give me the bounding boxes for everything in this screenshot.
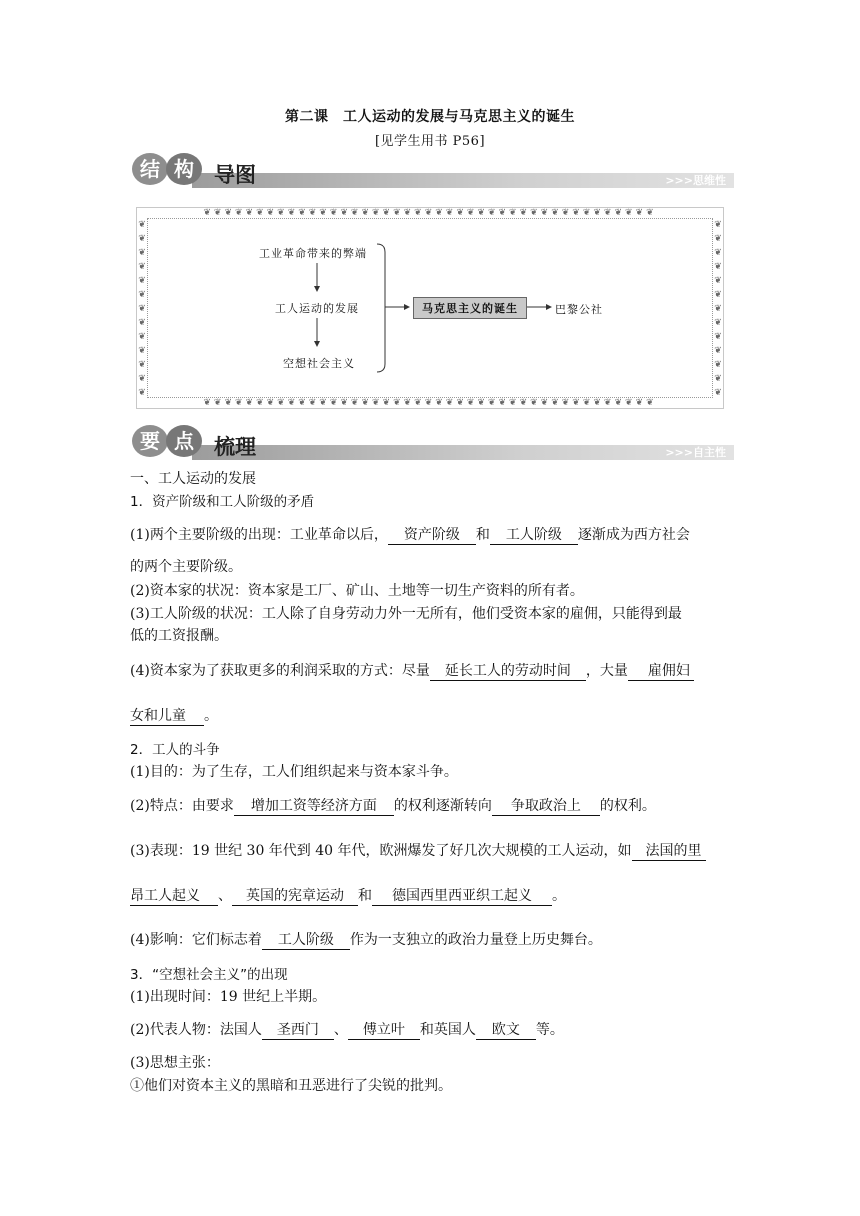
paragraph-two-classes-cont: 的两个主要阶级。 <box>130 559 242 575</box>
banner-bubble-1: 结 <box>132 153 168 185</box>
diagram-node-paris-commune: 巴黎公社 <box>555 303 603 316</box>
subheading-worker-struggle: 2．工人的斗争 <box>130 742 220 758</box>
diagram-connectors <box>137 208 723 408</box>
ornament-border-top: ❦❦❦❦❦❦❦❦❦❦❦❦❦❦❦❦❦❦❦❦❦❦❦❦❦❦❦❦❦❦❦❦❦❦❦❦❦❦❦❦❦❦❦ <box>203 208 657 218</box>
paragraph-struggle-purpose: (1)目的：为了生存，工人们组织起来与资本家斗争。 <box>130 764 458 780</box>
answer-blank: 工人阶级 <box>490 526 578 545</box>
answer-blank: 争取政治上 <box>492 797 600 816</box>
answer-blank: 昂工人起义 <box>130 887 218 906</box>
banner-word: 梳理 <box>214 435 256 459</box>
structure-diagram <box>136 207 724 409</box>
answer-blank: 雇佣妇 <box>628 662 694 681</box>
paragraph-worker-status-cont: 低的工资报酬。 <box>130 628 228 644</box>
text: 逐渐成为西方社会 <box>577 527 690 543</box>
paragraph-two-classes <box>130 524 732 545</box>
text: (2)特点：由要求 <box>130 798 234 814</box>
text: 。 <box>204 708 218 724</box>
answer-blank: 圣西门 <box>262 1021 334 1040</box>
text: (1)两个主要阶级的出现：工业革命以后， <box>130 527 388 543</box>
paragraph-capitalist-status: (2)资本家的状况：资本家是工厂、矿山、土地等一切生产资料的所有者。 <box>130 583 584 599</box>
text: 等。 <box>535 1022 564 1038</box>
banner-bubble-2: 构 <box>166 153 202 185</box>
answer-blank: 资产阶级 <box>388 526 476 545</box>
diagram-brace <box>377 244 385 372</box>
answer-blank: 德国西里西亚织工起义 <box>372 887 552 906</box>
section-heading-1: 一、工人运动的发展 <box>130 471 256 487</box>
key-points-banner <box>132 425 734 463</box>
text: (4)影响：它们标志着 <box>130 932 262 948</box>
subheading-utopian-socialism: 3．“空想社会主义”的出现 <box>130 967 288 983</box>
paragraph-profit-methods-cont <box>130 705 732 726</box>
book-reference: [见学生用书 P56] <box>374 134 486 149</box>
diagram-node-labor-movement: 工人运动的发展 <box>275 302 359 315</box>
paragraph-utopian-ideas: (3)思想主张： <box>130 1055 220 1071</box>
banner-tag: >>>思维性 <box>665 174 726 187</box>
text: 、 <box>333 1022 348 1038</box>
answer-blank: 延长工人的劳动时间 <box>430 662 586 681</box>
paragraph-profit-methods <box>130 660 732 681</box>
text: (2)代表人物：法国人 <box>130 1022 262 1038</box>
ornament-border-left: ❦ ❦ ❦ ❦ ❦ ❦ ❦ ❦ ❦ ❦ ❦ ❦ ❦ <box>138 220 146 398</box>
paragraph-struggle-impact <box>130 929 732 950</box>
paragraph-struggle-events-cont <box>130 885 732 906</box>
diagram-node-industrial-drawbacks: 工业革命带来的弊端 <box>259 247 367 260</box>
answer-blank: 工人阶级 <box>262 931 350 950</box>
text: 的权利逐渐转向 <box>393 798 492 814</box>
text: 、 <box>218 888 232 904</box>
paragraph-struggle-events <box>130 840 732 861</box>
diagram-node-marxism-birth: 马克思主义的诞生 <box>413 297 527 319</box>
paragraph-utopian-figures <box>130 1019 732 1040</box>
text: 的权利。 <box>599 798 656 814</box>
banner-bubbles <box>132 153 204 185</box>
answer-blank: 傅立叶 <box>348 1021 420 1040</box>
text: 和 <box>358 888 372 904</box>
banner-bubble-2: 点 <box>166 425 202 457</box>
paragraph-utopian-critique: ①他们对资本主义的黑暗和丑恶进行了尖锐的批判。 <box>130 1078 452 1094</box>
text: 和 <box>475 527 490 543</box>
text: (3)表现：19 世纪 30 年代到 40 年代，欧洲爆发了好几次大规模的工人运动，如 <box>130 843 632 859</box>
answer-blank: 女和儿童 <box>130 707 204 726</box>
text: 和英国人 <box>419 1022 476 1038</box>
banner-bar <box>192 445 734 460</box>
answer-blank: 英国的宪章运动 <box>232 887 358 906</box>
lesson-title: 第二课 工人运动的发展与马克思主义的诞生 <box>285 109 575 125</box>
structure-map-banner <box>132 153 734 191</box>
answer-blank: 增加工资等经济方面 <box>234 797 394 816</box>
banner-bubbles <box>132 425 204 457</box>
text: ，大量 <box>585 663 628 679</box>
banner-word: 导图 <box>214 163 256 187</box>
paragraph-struggle-features <box>130 795 732 816</box>
text: (4)资本家为了获取更多的利润采取的方式：尽量 <box>130 663 430 679</box>
answer-blank: 法国的里 <box>632 842 706 861</box>
banner-tag: >>>自主性 <box>665 446 726 459</box>
banner-bubble-1: 要 <box>132 425 168 457</box>
text: 。 <box>552 888 566 904</box>
ornament-border-bottom: ❦❦❦❦❦❦❦❦❦❦❦❦❦❦❦❦❦❦❦❦❦❦❦❦❦❦❦❦❦❦❦❦❦❦❦❦❦❦❦❦❦❦❦ <box>203 398 657 408</box>
answer-blank: 欧文 <box>476 1021 536 1040</box>
subheading-class-conflict: 1．资产阶级和工人阶级的矛盾 <box>130 494 315 510</box>
paragraph-utopian-time: (1)出现时间：19 世纪上半期。 <box>130 989 327 1005</box>
banner-bar <box>192 173 734 188</box>
ornament-border-right: ❦ ❦ ❦ ❦ ❦ ❦ ❦ ❦ ❦ ❦ ❦ ❦ ❦ <box>714 220 722 398</box>
text: 作为一支独立的政治力量登上历史舞台。 <box>349 932 602 948</box>
paragraph-worker-status: (3)工人阶级的状况：工人除了自身劳动力外一无所有，他们受资本家的雇佣，只能得到最 <box>130 606 682 622</box>
diagram-node-utopian-socialism: 空想社会主义 <box>283 357 355 370</box>
